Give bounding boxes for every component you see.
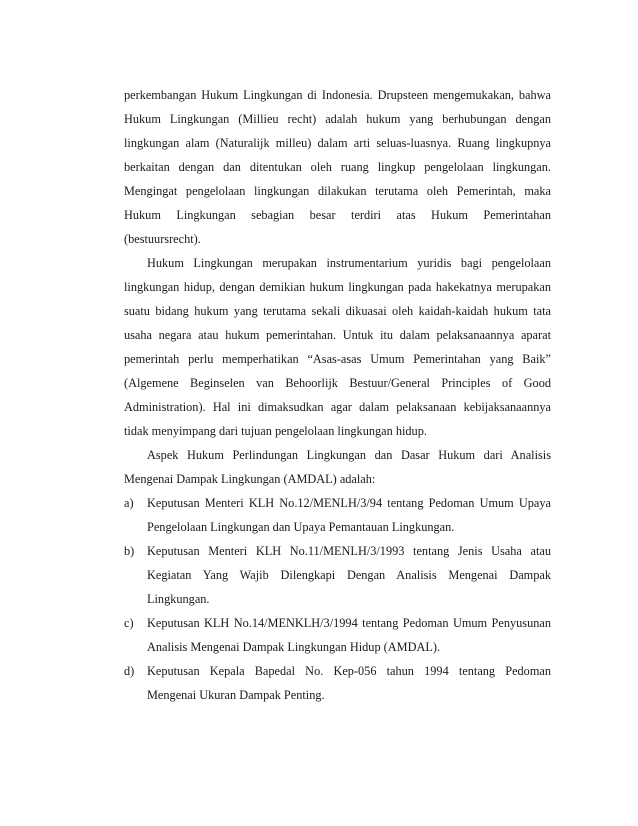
list-item-line: Keputusan KLH No.14/MENKLH/3/1994 tentang Pedoman Umum Penyusunan bbox=[147, 616, 551, 630]
paragraph-line: pemerintah perlu memperhatikan “Asas-asas Umum Pemerintahan yang Baik” bbox=[124, 352, 551, 366]
list-marker: c) bbox=[124, 616, 134, 630]
paragraph-line: Mengenai Dampak Lingkungan (AMDAL) adalah: bbox=[124, 472, 376, 486]
list-item-line: Lingkungan. bbox=[147, 592, 210, 606]
paragraph-line: lingkungan alam (Naturalijk milleu) dalam arti seluas-luasnya. Ruang lingkupnya bbox=[124, 136, 551, 150]
list-item-line: Analisis Mengenai Dampak Lingkungan Hidup (AMDAL). bbox=[147, 640, 441, 654]
paragraph-line: tidak menyimpang dari tujuan pengelolaan lingkungan hidup. bbox=[124, 424, 427, 438]
paragraph-line: Hukum Lingkungan merupakan instrumentarium yuridis bagi pengelolaan bbox=[147, 256, 551, 270]
paragraph-line: lingkungan hidup, dengan demikian hukum lingkungan pada hakekatnya merupakan bbox=[124, 280, 551, 294]
paragraph-line: Mengingat pengelolaan lingkungan dilakukan terutama oleh Pemerintah, maka bbox=[124, 184, 551, 198]
paragraph-line: usaha negara atau hukum pemerintahan. Untuk itu dalam pelaksanaannya aparat bbox=[124, 328, 551, 342]
list-item-line: Kegiatan Yang Wajib Dilengkapi Dengan Analisis Mengenai Dampak bbox=[147, 568, 551, 582]
list-marker: b) bbox=[124, 544, 135, 558]
paragraph-line: Hukum Lingkungan sebagian besar terdiri atas Hukum Pemerintahan bbox=[124, 208, 551, 222]
paragraph-line: Administration). Hal ini dimaksudkan agar dalam pelaksanaan kebijaksanaannya bbox=[124, 400, 551, 414]
paragraph-line: perkembangan Hukum Lingkungan di Indonesia. Drupsteen mengemukakan, bahwa bbox=[124, 88, 551, 102]
list-marker: a) bbox=[124, 496, 134, 510]
list-marker: d) bbox=[124, 664, 135, 678]
list-item-line: Mengenai Ukuran Dampak Penting. bbox=[147, 688, 325, 702]
paragraph-line: suatu bidang hukum yang terutama sekali dikuasai oleh kaidah-kaidah hukum tata bbox=[124, 304, 551, 318]
list-item-line: Keputusan Menteri KLH No.11/MENLH/3/1993 tentang Jenis Usaha atau bbox=[147, 544, 551, 558]
list-item-line: Pengelolaan Lingkungan dan Upaya Pemantauan Lingkungan. bbox=[147, 520, 455, 534]
paragraph-line: Aspek Hukum Perlindungan Lingkungan dan Dasar Hukum dari Analisis bbox=[147, 448, 551, 462]
paragraph-line: (Algemene Beginselen van Behoorlijk Bestuur/General Principles of Good bbox=[124, 376, 551, 390]
list-item-line: Keputusan Kepala Bapedal No. Kep-056 tahun 1994 tentang Pedoman bbox=[147, 664, 551, 678]
paragraph-line: Hukum Lingkungan (Millieu recht) adalah hukum yang berhubungan dengan bbox=[124, 112, 551, 126]
paragraph-line: (bestuursrecht). bbox=[124, 232, 201, 246]
list-item-line: Keputusan Menteri KLH No.12/MENLH/3/94 tentang Pedoman Umum Upaya bbox=[147, 496, 551, 510]
paragraph-line: berkaitan dengan dan ditentukan oleh ruang lingkup pengelolaan lingkungan. bbox=[124, 160, 551, 174]
